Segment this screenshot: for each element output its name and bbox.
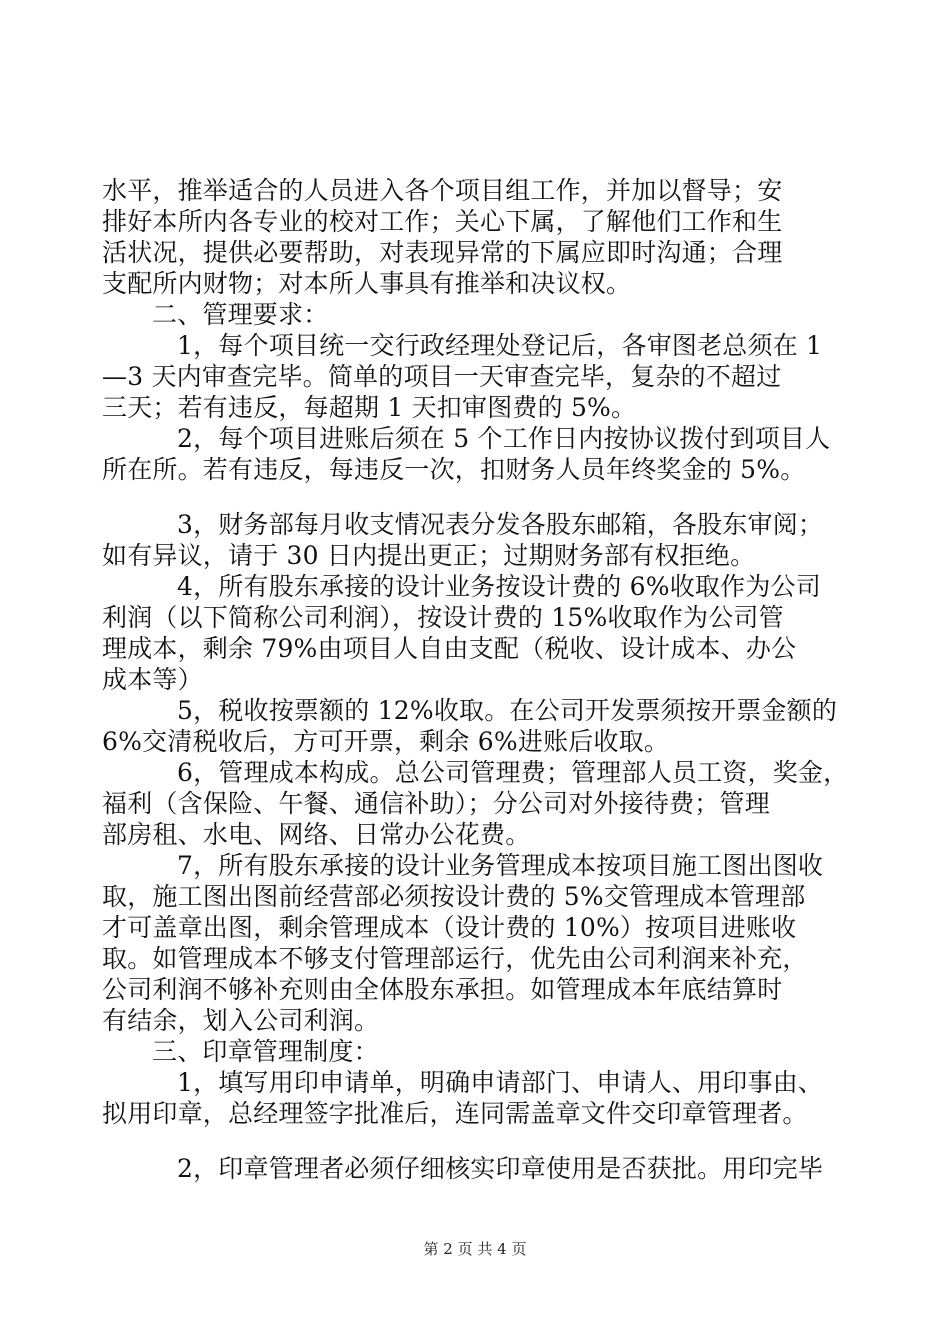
text-line: 2，印章管理者必须仔细核实印章使用是否获批。用印完毕 bbox=[177, 1154, 824, 1183]
text-line: 三天；若有违反，每超期 1 天扣审图费的 5%。 bbox=[102, 393, 637, 422]
text-line: 公司利润不够补充则由全体股东承担。如管理成本年底结算时 bbox=[102, 975, 783, 1004]
text-line: 排好本所内各专业的校对工作；关心下属，了解他们工作和生 bbox=[102, 207, 783, 236]
text-line: 6，管理成本构成。总公司管理费；管理部人员工资，奖金， bbox=[177, 758, 849, 787]
text-line: 1，每个项目统一交行政经理处登记后，各审图老总须在 1 bbox=[177, 331, 823, 360]
text-line: 活状况，提供必要帮助，对表现异常的下属应即时沟通；合理 bbox=[102, 238, 783, 267]
text-line: 水平，推举适合的人员进入各个项目组工作，并加以督导；安 bbox=[102, 176, 783, 205]
section-heading: 三、印章管理制度： bbox=[152, 1037, 379, 1066]
text-line: 支配所内财物；对本所人事具有推举和决议权。 bbox=[102, 269, 632, 298]
text-line: 拟用印章，总经理签字批准后，连同需盖章文件交印章管理者。 bbox=[102, 1099, 808, 1128]
text-line: 2，每个项目进账后须在 5 个工作日内按协议拨付到项目人 bbox=[177, 424, 831, 453]
text-line: 部房租、水电、网络、日常办公花费。 bbox=[102, 820, 531, 849]
text-line: 取，施工图出图前经营部必须按设计费的 5%交管理成本管理部 bbox=[102, 882, 806, 911]
text-line: 所在所。若有违反，每违反一次，扣财务人员年终奖金的 5%。 bbox=[102, 455, 806, 484]
text-line: 利润（以下简称公司利润），按设计费的 15%收取作为公司管 bbox=[102, 603, 784, 632]
text-line: 取。如管理成本不够支付管理部运行，优先由公司利润来补充， bbox=[102, 944, 808, 973]
text-line: 6%交清税收后，方可开票，剩余 6%进账后收取。 bbox=[102, 727, 670, 756]
text-line: 1，填写用印申请单，明确申请部门、申请人、用印事由、 bbox=[177, 1068, 824, 1097]
text-line: 才可盖章出图，剩余管理成本（设计费的 10%）按项目进账收 bbox=[102, 913, 797, 942]
text-line: 5，税收按票额的 12%收取。在公司开发票须按开票金额的 bbox=[177, 696, 838, 725]
page-number-footer: 第 2 页 共 4 页 bbox=[423, 1240, 527, 1258]
text-line: 理成本，剩余 79%由项目人自由支配（税收、设计成本、办公 bbox=[102, 634, 797, 663]
text-line: 7，所有股东承接的设计业务管理成本按项目施工图出图收 bbox=[177, 851, 824, 880]
text-line: —3 天内审查完毕。简单的项目一天审查完毕，复杂的不超过 bbox=[102, 362, 782, 391]
text-line: 3，财务部每月收支情况表分发各股东邮箱，各股东审阅； bbox=[177, 510, 824, 539]
text-line: 4，所有股东承接的设计业务按设计费的 6%收取作为公司 bbox=[177, 572, 821, 601]
text-line: 成本等） bbox=[102, 665, 203, 694]
text-line: 福利（含保险、午餐、通信补助）；分公司对外接待费；管理 bbox=[102, 789, 770, 818]
text-line: 有结余，划入公司利润。 bbox=[102, 1006, 380, 1035]
section-heading: 二、管理要求： bbox=[152, 300, 329, 329]
text-line: 如有异议，请于 30 日内提出更正；过期财务部有权拒绝。 bbox=[102, 541, 756, 570]
